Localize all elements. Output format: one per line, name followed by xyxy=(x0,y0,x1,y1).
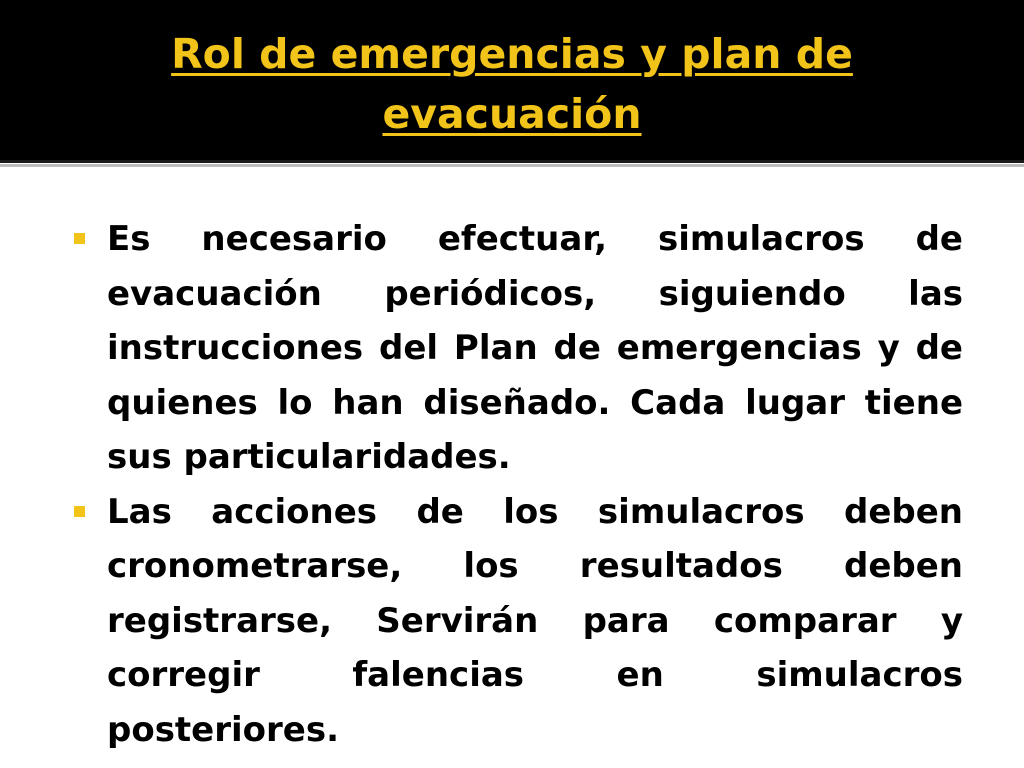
square-bullet-icon xyxy=(74,506,85,517)
bullet-item xyxy=(70,212,963,485)
bullet-item xyxy=(70,485,963,758)
slide-title: Rol de emergencias y plan de evacuación xyxy=(171,30,853,138)
header-divider-accent xyxy=(0,164,1024,167)
bullet-list xyxy=(70,212,963,757)
square-bullet-icon xyxy=(74,233,85,244)
header-divider xyxy=(0,160,1024,163)
bullet-text: Las acciones de los simulacros deben cronometrarse, los resultados deben registrarse, Servirán para comparar y corregir falencias en simulacros posteriores. xyxy=(107,491,963,750)
bullet-text: Es necesario efectuar, simulacros de evacuación periódicos, siguiendo las instrucciones del Plan de emergencias y de quienes lo han diseñado. Cada lugar tiene sus particularidades. xyxy=(107,219,963,477)
title-banner xyxy=(0,0,1024,160)
